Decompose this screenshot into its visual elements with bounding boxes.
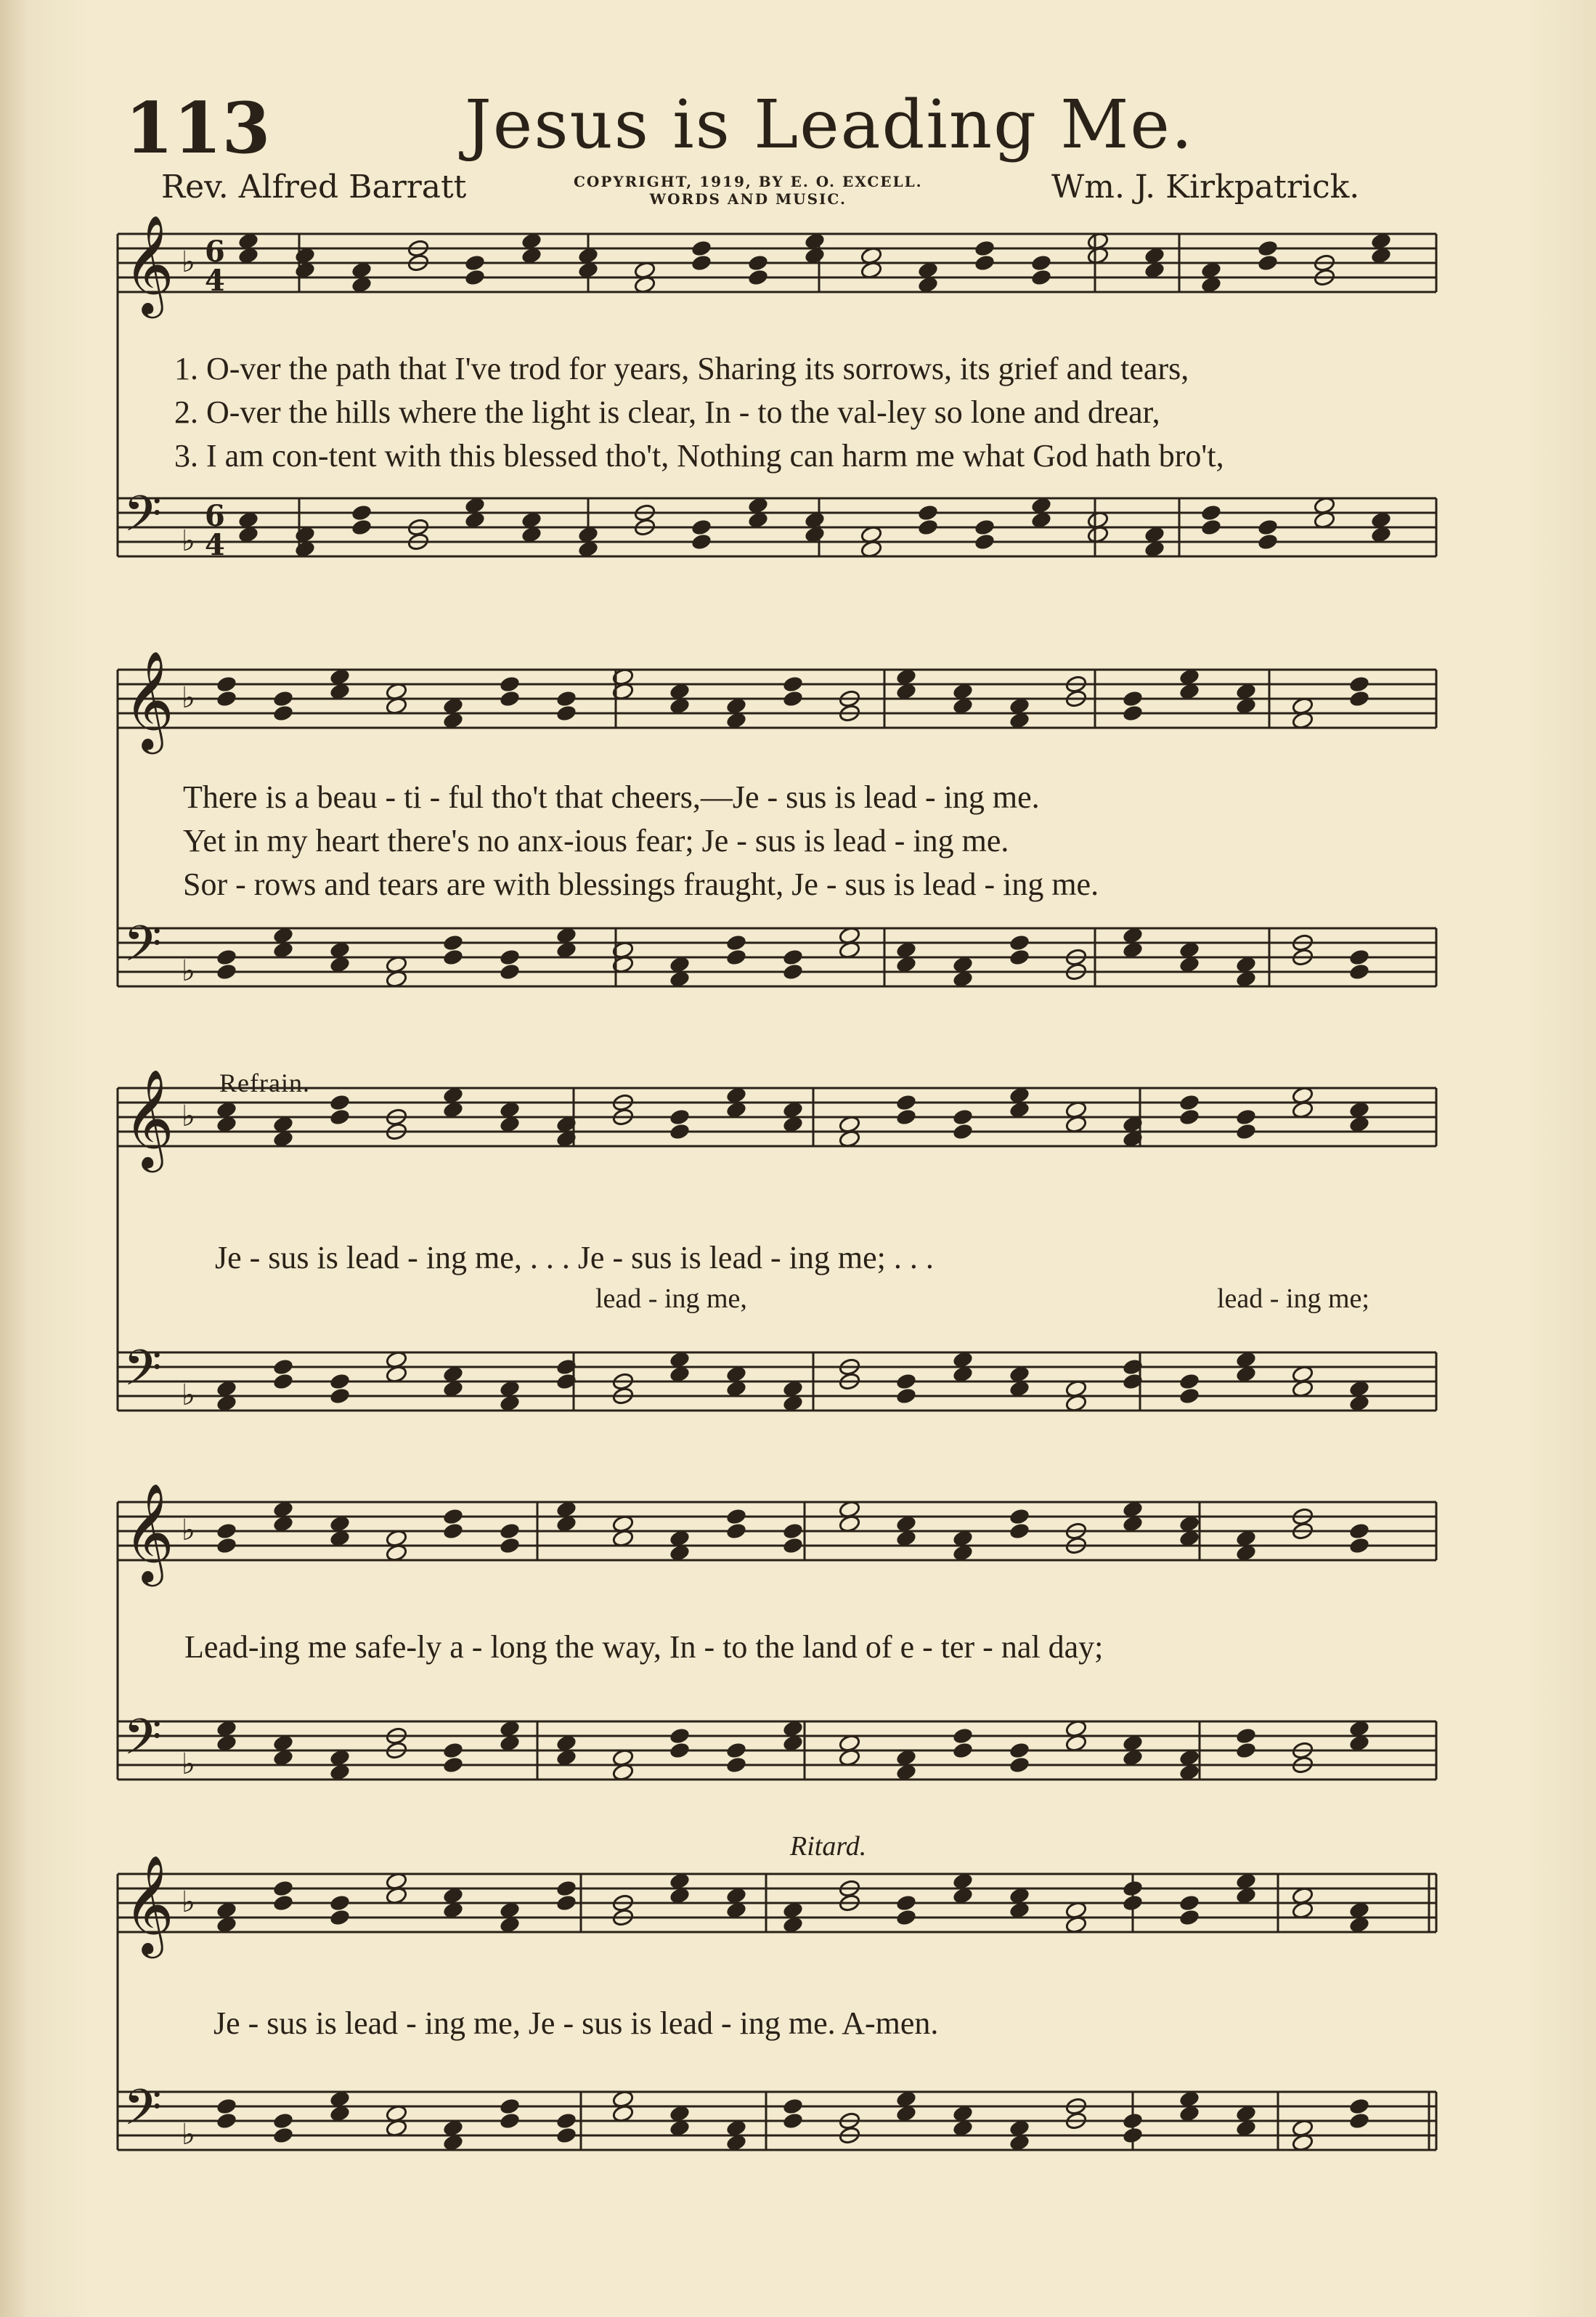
composer-credit: Wm. J. Kirkpatrick. xyxy=(1051,169,1360,206)
note-head xyxy=(272,1372,295,1391)
note-head xyxy=(351,503,373,522)
refrain-line-1: Je - sus is lead - ing me, . . . Je - sus is lead - ing me; . . . xyxy=(215,1240,934,1275)
note-head xyxy=(555,1894,578,1912)
note-head xyxy=(974,253,996,272)
refrain-echo-a: lead - ing me, xyxy=(595,1283,747,1314)
note-head xyxy=(272,2126,295,2145)
note-head xyxy=(1257,239,1279,258)
verse-2-line-1: 2. O-ver the hills where the light is clear, In - to the val-ley so lone and drear, xyxy=(174,394,1160,430)
bass-clef-icon: 𝄢 xyxy=(123,2079,162,2148)
bass-clef-icon: 𝄢 xyxy=(123,916,162,985)
note-head xyxy=(1178,1372,1201,1391)
refrain-echo-b: lead - ing me; xyxy=(1217,1283,1369,1314)
treble-clef-icon: 𝄞 xyxy=(123,214,174,314)
note-head xyxy=(1030,268,1053,287)
bass-clef-icon: 𝄢 xyxy=(123,1340,162,1409)
note-head xyxy=(1348,1522,1371,1541)
verse-3-line-2: Sor - rows and tears are with blessings fraught, Je - sus is lead - ing me. xyxy=(183,867,1099,902)
staff-group xyxy=(118,214,1436,2152)
note-head xyxy=(555,2111,578,2130)
note-head xyxy=(669,1741,691,1760)
key-flat-icon: ♭ xyxy=(182,954,195,988)
verse-1-line-2: There is a beau - ti - ful tho't that cheers,—Je - sus is lead - ing me. xyxy=(183,779,1040,815)
note-head xyxy=(691,253,713,272)
note-head xyxy=(669,1122,691,1141)
note-head xyxy=(499,1522,521,1541)
time-signature-bottom: 4 xyxy=(205,264,225,298)
author-credit: Rev. Alfred Barratt xyxy=(161,169,467,206)
verse-2-line-2: Yet in my heart there's no anx-ious fear; Je - sus is lead - ing me. xyxy=(183,823,1009,859)
bass-clef-icon: 𝄢 xyxy=(123,486,162,555)
note-head xyxy=(442,933,465,952)
note-head xyxy=(272,2111,295,2130)
note-head xyxy=(1235,1741,1258,1760)
note-head xyxy=(974,532,996,551)
note-head xyxy=(1009,948,1031,967)
note-head xyxy=(216,962,238,981)
note-head xyxy=(1257,518,1279,537)
note-head xyxy=(555,704,578,723)
note-head xyxy=(1178,1108,1201,1127)
note-head xyxy=(1257,532,1279,551)
note-head xyxy=(952,1741,974,1760)
note-head xyxy=(216,675,238,694)
tempo-marking: Ritard. xyxy=(790,1831,867,1862)
key-flat-icon: ♭ xyxy=(182,1886,195,1919)
key-flat-icon: ♭ xyxy=(182,524,195,558)
note-head xyxy=(725,1507,748,1526)
note-head xyxy=(329,1894,351,1912)
note-head xyxy=(974,518,996,537)
time-signature-bottom: 4 xyxy=(205,528,225,562)
note-head xyxy=(782,1522,805,1541)
note-head xyxy=(747,253,770,272)
note-head xyxy=(782,948,805,967)
note-head xyxy=(725,933,748,952)
note-head xyxy=(499,2097,521,2116)
note-head xyxy=(272,1894,295,1912)
note-head xyxy=(1348,689,1371,708)
note-head xyxy=(1009,1756,1031,1774)
note-head xyxy=(782,1536,805,1555)
hymn-title: Jesus is Leading Me. xyxy=(465,86,1194,163)
note-head xyxy=(499,689,521,708)
key-flat-icon: ♭ xyxy=(182,1100,195,1133)
note-head xyxy=(442,948,465,967)
verse-3-line-1: 3. I am con-tent with this blessed tho't, Nothing can harm me what God hath bro't, xyxy=(174,438,1224,474)
note-head xyxy=(917,503,940,522)
copyright-line-2: WORDS AND MUSIC. xyxy=(649,190,847,208)
note-head xyxy=(1009,1507,1031,1526)
note-head xyxy=(669,1108,691,1127)
key-flat-icon: ♭ xyxy=(182,1514,195,1547)
note-head xyxy=(1348,2111,1371,2130)
note-head xyxy=(499,1536,521,1555)
verse-1-line-1: 1. O-ver the path that I've trod for years, Sharing its sorrows, its grief and tears, xyxy=(174,351,1189,386)
note-head xyxy=(917,518,940,537)
note-head xyxy=(952,1108,974,1127)
note-head xyxy=(1348,962,1371,981)
bass-clef-icon: 𝄢 xyxy=(123,1709,162,1778)
key-flat-icon: ♭ xyxy=(182,681,195,715)
note-head xyxy=(782,2111,805,2130)
note-head xyxy=(216,948,238,967)
note-head xyxy=(499,962,521,981)
note-head xyxy=(442,1756,465,1774)
note-head xyxy=(691,239,713,258)
note-head xyxy=(216,2111,238,2130)
note-head xyxy=(1235,1726,1258,1745)
note-head xyxy=(691,518,713,537)
note-head xyxy=(216,689,238,708)
note-head xyxy=(329,1108,351,1127)
time-signature-top: 6 xyxy=(205,235,225,269)
note-head xyxy=(747,268,770,287)
note-head xyxy=(351,518,373,537)
treble-clef-icon: 𝄞 xyxy=(123,1482,174,1582)
time-signature-top: 6 xyxy=(205,499,225,533)
key-flat-icon: ♭ xyxy=(182,1748,195,1781)
note-head xyxy=(555,689,578,708)
refrain-line-3: Je - sus is lead - ing me, Je - sus is lead - ing me. A-men. xyxy=(213,2005,939,2041)
note-head xyxy=(442,1507,465,1526)
note-head xyxy=(974,239,996,258)
note-head xyxy=(499,675,521,694)
note-head xyxy=(1009,1522,1031,1541)
note-head xyxy=(1257,253,1279,272)
note-head xyxy=(1178,1387,1201,1405)
note-head xyxy=(1122,704,1144,723)
note-head xyxy=(725,1756,748,1774)
treble-clef-icon: 𝄞 xyxy=(123,1068,174,1168)
note-head xyxy=(1235,1122,1258,1141)
note-head xyxy=(952,1122,974,1141)
note-head xyxy=(1348,1536,1371,1555)
note-head xyxy=(725,948,748,967)
note-head xyxy=(1178,1894,1201,1912)
refrain-line-2: Lead-ing me safe-ly a - long the way, In - to the land of e - ter - nal day; xyxy=(184,1629,1104,1665)
note-head xyxy=(895,1387,918,1405)
note-head xyxy=(725,1741,748,1760)
note-head xyxy=(1348,675,1371,694)
note-head xyxy=(329,1093,351,1112)
note-head xyxy=(895,1894,918,1912)
note-head xyxy=(272,704,295,723)
note-head xyxy=(216,1536,238,1555)
note-head xyxy=(1122,689,1144,708)
note-head xyxy=(895,1093,918,1112)
note-head xyxy=(895,1372,918,1391)
key-flat-icon: ♭ xyxy=(182,246,195,279)
note-head xyxy=(895,1108,918,1127)
treble-clef-icon: 𝄞 xyxy=(123,649,174,750)
note-head xyxy=(952,1726,974,1745)
note-head xyxy=(216,2097,238,2116)
note-head xyxy=(442,1522,465,1541)
note-head xyxy=(555,2126,578,2145)
note-head xyxy=(329,1908,351,1927)
note-head xyxy=(272,689,295,708)
note-head xyxy=(442,1741,465,1760)
note-head xyxy=(272,1358,295,1376)
note-head xyxy=(1348,948,1371,967)
treble-clef-icon: 𝄞 xyxy=(123,1854,174,1954)
note-head xyxy=(329,1372,351,1391)
note-head xyxy=(499,948,521,967)
hymn-number: 113 xyxy=(125,87,271,169)
refrain-label: Refrain. xyxy=(219,1068,310,1097)
key-flat-icon: ♭ xyxy=(182,1379,195,1412)
note-head xyxy=(1235,1108,1258,1127)
note-head xyxy=(464,268,486,287)
note-head xyxy=(272,1879,295,1898)
note-head xyxy=(782,689,805,708)
note-head xyxy=(1178,1093,1201,1112)
key-flat-icon: ♭ xyxy=(182,2118,195,2151)
note-head xyxy=(669,1726,691,1745)
note-head xyxy=(725,1522,748,1541)
note-head xyxy=(1009,1741,1031,1760)
note-head xyxy=(895,1908,918,1927)
note-head xyxy=(1348,2097,1371,2116)
note-head xyxy=(782,2097,805,2116)
note-head xyxy=(691,532,713,551)
note-head xyxy=(782,675,805,694)
note-head xyxy=(1200,518,1223,537)
note-head xyxy=(555,1879,578,1898)
note-head xyxy=(1200,503,1223,522)
note-head xyxy=(1009,933,1031,952)
copyright-line-1: COPYRIGHT, 1919, BY E. O. EXCELL. xyxy=(574,173,923,190)
note-head xyxy=(499,2111,521,2130)
note-head xyxy=(329,1387,351,1405)
note-head xyxy=(782,962,805,981)
note-head xyxy=(1178,1908,1201,1927)
note-head xyxy=(464,253,486,272)
note-head xyxy=(216,1522,238,1541)
note-head xyxy=(1030,253,1053,272)
